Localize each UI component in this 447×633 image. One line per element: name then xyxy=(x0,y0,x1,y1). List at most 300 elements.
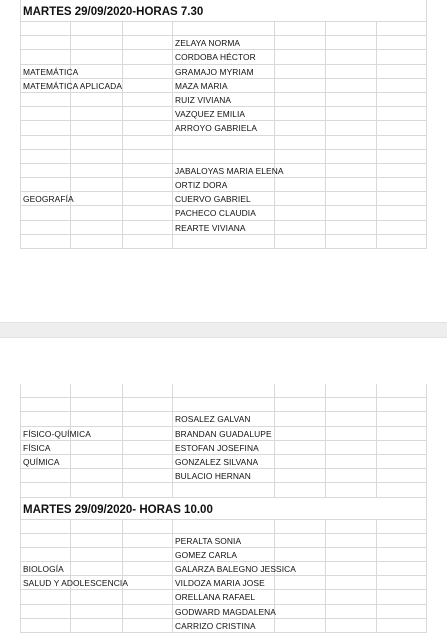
grid-line xyxy=(376,178,377,191)
grid-line xyxy=(376,136,377,149)
grid-line xyxy=(325,398,326,411)
grid-line xyxy=(325,79,326,92)
grid-line xyxy=(274,469,275,482)
grid-line xyxy=(70,221,71,234)
grid-line xyxy=(172,398,173,411)
grid-line xyxy=(274,590,275,603)
grid-line xyxy=(122,221,123,234)
grid-line xyxy=(172,121,173,134)
teacher-name-cell: ORTIZ DORA xyxy=(175,178,228,191)
grid-line xyxy=(20,178,21,191)
grid-line xyxy=(325,150,326,163)
teacher-name-cell: GRAMAJO MYRIAM xyxy=(175,65,254,78)
grid-line xyxy=(274,107,275,120)
grid-line xyxy=(325,136,326,149)
grid-line xyxy=(20,164,21,177)
grid-line xyxy=(20,619,21,632)
grid-line xyxy=(172,534,173,547)
grid-line xyxy=(376,427,377,440)
grid-line xyxy=(122,548,123,561)
grid-line xyxy=(172,605,173,618)
grid-line xyxy=(70,178,71,191)
subject-cell: SALUD Y ADOLESCENCIA xyxy=(23,576,128,589)
grid-line xyxy=(172,235,173,248)
grid-line xyxy=(70,412,71,425)
grid-line xyxy=(325,548,326,561)
grid-line xyxy=(376,79,377,92)
grid-line xyxy=(325,121,326,134)
grid-line xyxy=(426,534,427,547)
table-row xyxy=(20,192,427,206)
grid-line xyxy=(172,520,173,533)
grid-line xyxy=(70,483,71,496)
grid-line xyxy=(122,65,123,78)
grid-line xyxy=(70,548,71,561)
grid-line xyxy=(20,93,21,106)
grid-line xyxy=(426,520,427,533)
grid-line xyxy=(376,206,377,219)
grid-line xyxy=(172,22,173,35)
grid-line xyxy=(274,22,275,35)
grid-line xyxy=(325,427,326,440)
grid-line xyxy=(122,562,123,575)
grid-line xyxy=(122,150,123,163)
grid-line xyxy=(122,412,123,425)
grid-line xyxy=(376,469,377,482)
grid-line xyxy=(122,520,123,533)
grid-line xyxy=(172,192,173,205)
grid-line xyxy=(426,576,427,589)
grid-line xyxy=(122,619,123,632)
grid-line xyxy=(122,483,123,496)
teacher-name-cell: REARTE VIVIANA xyxy=(175,221,246,234)
grid-line xyxy=(20,562,21,575)
grid-line xyxy=(70,22,71,35)
grid-line xyxy=(325,50,326,63)
grid-line xyxy=(426,469,427,482)
table-row xyxy=(20,548,427,562)
grid-line xyxy=(325,164,326,177)
grid-line xyxy=(20,498,21,519)
table-row xyxy=(20,136,427,150)
grid-line xyxy=(325,206,326,219)
grid-line xyxy=(122,36,123,49)
grid-line xyxy=(376,150,377,163)
teacher-name-cell: GONZALEZ SILVANA xyxy=(175,455,258,468)
grid-line xyxy=(274,221,275,234)
grid-line xyxy=(20,36,21,49)
table-row xyxy=(20,164,427,178)
teacher-name-cell: ESTOFAN JOSEFINA xyxy=(175,441,259,454)
table-row xyxy=(20,121,427,135)
grid-line xyxy=(325,235,326,248)
grid-line xyxy=(274,79,275,92)
table-row xyxy=(20,619,427,633)
grid-line xyxy=(274,619,275,632)
grid-line xyxy=(325,384,326,397)
grid-line xyxy=(20,206,21,219)
grid-line xyxy=(70,36,71,49)
grid-line xyxy=(172,441,173,454)
grid-line xyxy=(325,178,326,191)
teacher-name-cell: GODWARD MAGDALENA xyxy=(175,605,276,618)
grid-line xyxy=(325,455,326,468)
grid-line xyxy=(122,164,123,177)
teacher-name-cell: GOMEZ CARLA xyxy=(175,548,237,561)
grid-line xyxy=(426,562,427,575)
grid-line xyxy=(172,427,173,440)
grid-line xyxy=(426,384,427,397)
grid-line xyxy=(172,469,173,482)
grid-line xyxy=(70,93,71,106)
grid-line xyxy=(325,534,326,547)
table-row xyxy=(20,427,427,441)
grid-line xyxy=(172,455,173,468)
grid-line xyxy=(426,590,427,603)
grid-line xyxy=(325,605,326,618)
grid-line xyxy=(70,150,71,163)
grid-line xyxy=(20,590,21,603)
grid-line xyxy=(376,121,377,134)
grid-line xyxy=(70,590,71,603)
grid-line xyxy=(20,548,21,561)
grid-line xyxy=(172,36,173,49)
grid-line xyxy=(20,221,21,234)
grid-line xyxy=(376,619,377,632)
grid-line xyxy=(376,36,377,49)
grid-line xyxy=(172,590,173,603)
grid-line xyxy=(70,136,71,149)
session-header-row xyxy=(20,0,427,22)
grid-line xyxy=(426,107,427,120)
grid-line xyxy=(426,441,427,454)
grid-line xyxy=(376,398,377,411)
sheet2-bottom-rows xyxy=(20,520,427,633)
grid-line xyxy=(426,483,427,496)
subject-cell: BIOLOGÍA xyxy=(23,562,64,575)
teacher-name-cell: JABALOYAS MARIA ELENA xyxy=(175,164,284,177)
grid-line xyxy=(70,107,71,120)
table-row xyxy=(20,590,427,604)
grid-line xyxy=(122,79,123,92)
grid-line xyxy=(274,455,275,468)
grid-line xyxy=(70,455,71,468)
grid-line xyxy=(376,164,377,177)
grid-line xyxy=(376,50,377,63)
teacher-name-cell: RUIZ VIVIANA xyxy=(175,93,231,106)
grid-line xyxy=(70,398,71,411)
grid-line xyxy=(70,441,71,454)
grid-line xyxy=(274,235,275,248)
grid-line xyxy=(122,121,123,134)
grid-line xyxy=(325,192,326,205)
grid-line xyxy=(426,548,427,561)
grid-line xyxy=(325,65,326,78)
grid-line xyxy=(172,206,173,219)
grid-line xyxy=(122,384,123,397)
table-row xyxy=(20,36,427,50)
subject-cell: FÍSICA xyxy=(23,441,51,454)
grid-line xyxy=(20,107,21,120)
grid-line xyxy=(325,441,326,454)
grid-line xyxy=(376,605,377,618)
teacher-name-cell: PACHECO CLAUDIA xyxy=(175,206,256,219)
grid-line xyxy=(122,50,123,63)
grid-line xyxy=(376,107,377,120)
grid-line xyxy=(172,221,173,234)
grid-line xyxy=(172,93,173,106)
teacher-name-cell: CUERVO GABRIEL xyxy=(175,192,251,205)
grid-line xyxy=(122,192,123,205)
grid-line xyxy=(426,50,427,63)
grid-line xyxy=(325,36,326,49)
grid-line xyxy=(274,150,275,163)
grid-line xyxy=(325,469,326,482)
table-row xyxy=(20,22,427,36)
teacher-name-cell: ORELLANA RAFAEL xyxy=(175,590,255,603)
grid-line xyxy=(122,427,123,440)
grid-line xyxy=(172,619,173,632)
grid-line xyxy=(325,619,326,632)
table-row xyxy=(20,235,427,249)
grid-line xyxy=(426,36,427,49)
table-row xyxy=(20,178,427,192)
grid-line xyxy=(20,50,21,63)
grid-line xyxy=(376,93,377,106)
grid-line xyxy=(172,164,173,177)
grid-line xyxy=(274,36,275,49)
grid-line xyxy=(172,384,173,397)
teacher-name-cell: ROSALEZ GALVAN xyxy=(175,412,251,425)
grid-line xyxy=(172,178,173,191)
grid-line xyxy=(122,136,123,149)
grid-line xyxy=(20,441,21,454)
subject-cell: FÍSICO-QUÍMICA xyxy=(23,427,91,440)
grid-line xyxy=(376,562,377,575)
grid-line xyxy=(325,221,326,234)
grid-line xyxy=(274,384,275,397)
teacher-name-cell: CARRIZO CRISTINA xyxy=(175,619,256,632)
table-row xyxy=(20,534,427,548)
grid-line xyxy=(274,50,275,63)
grid-line xyxy=(426,206,427,219)
teacher-name-cell: BULACIO HERNAN xyxy=(175,469,251,482)
table-row xyxy=(20,65,427,79)
grid-line xyxy=(426,619,427,632)
grid-line xyxy=(274,93,275,106)
grid-line xyxy=(376,192,377,205)
grid-line xyxy=(376,534,377,547)
session-title: MARTES 29/09/2020- HORAS 10.00 xyxy=(23,504,213,516)
grid-line xyxy=(426,192,427,205)
grid-line xyxy=(426,412,427,425)
teacher-name-cell: PERALTA SONIA xyxy=(175,534,241,547)
grid-line xyxy=(122,178,123,191)
grid-line xyxy=(274,206,275,219)
grid-line xyxy=(20,136,21,149)
grid-line xyxy=(376,65,377,78)
grid-line xyxy=(20,22,21,35)
grid-line xyxy=(122,441,123,454)
session-header-row xyxy=(20,498,427,520)
grid-line xyxy=(426,398,427,411)
grid-line xyxy=(426,0,427,21)
grid-line xyxy=(70,235,71,248)
table-row xyxy=(20,206,427,220)
grid-line xyxy=(426,178,427,191)
grid-line xyxy=(426,235,427,248)
grid-line xyxy=(122,605,123,618)
grid-line xyxy=(122,455,123,468)
grid-line xyxy=(172,576,173,589)
grid-line xyxy=(20,235,21,248)
grid-line xyxy=(172,562,173,575)
schedule-sheet-bottom xyxy=(20,384,427,633)
grid-line xyxy=(426,221,427,234)
grid-line xyxy=(172,50,173,63)
grid-line xyxy=(426,498,427,519)
grid-line xyxy=(172,65,173,78)
grid-line xyxy=(20,412,21,425)
grid-line xyxy=(426,79,427,92)
grid-line xyxy=(426,93,427,106)
grid-line xyxy=(426,427,427,440)
grid-line xyxy=(325,412,326,425)
table-row xyxy=(20,520,427,534)
grid-line xyxy=(274,548,275,561)
subject-cell: MATEMÁTICA APLICADA xyxy=(23,79,122,92)
schedule-sheet-top xyxy=(20,0,427,249)
grid-line xyxy=(70,562,71,575)
table-row xyxy=(20,150,427,164)
grid-line xyxy=(20,469,21,482)
grid-line xyxy=(274,520,275,533)
table-row xyxy=(20,483,427,497)
teacher-name-cell: CORDOBA HÉCTOR xyxy=(175,50,256,63)
teacher-name-cell: MAZA MARIA xyxy=(175,79,228,92)
teacher-name-cell: ARROYO GABRIELA xyxy=(175,121,257,134)
grid-line xyxy=(122,206,123,219)
grid-line xyxy=(426,150,427,163)
grid-line xyxy=(20,483,21,496)
grid-line xyxy=(274,576,275,589)
grid-line xyxy=(20,79,21,92)
grid-line xyxy=(70,50,71,63)
sheet2-top-rows xyxy=(20,384,427,498)
grid-line xyxy=(122,22,123,35)
grid-line xyxy=(376,412,377,425)
grid-line xyxy=(172,412,173,425)
grid-line xyxy=(274,398,275,411)
teacher-name-cell: GALARZA BALEGNO JESSICA xyxy=(175,562,296,575)
grid-line xyxy=(376,548,377,561)
grid-line xyxy=(70,384,71,397)
grid-line xyxy=(426,164,427,177)
grid-line xyxy=(20,576,21,589)
grid-line xyxy=(426,136,427,149)
grid-line xyxy=(122,93,123,106)
grid-line xyxy=(376,22,377,35)
table-row xyxy=(20,562,427,576)
grid-line xyxy=(325,520,326,533)
grid-line xyxy=(122,469,123,482)
grid-line xyxy=(20,384,21,397)
grid-line xyxy=(172,548,173,561)
table-row xyxy=(20,576,427,590)
grid-line xyxy=(70,121,71,134)
grid-line xyxy=(70,605,71,618)
table-row xyxy=(20,398,427,412)
grid-line xyxy=(376,576,377,589)
table-row xyxy=(20,605,427,619)
grid-line xyxy=(20,605,21,618)
grid-line xyxy=(70,534,71,547)
grid-line xyxy=(325,562,326,575)
grid-line xyxy=(20,427,21,440)
table-row xyxy=(20,221,427,235)
grid-line xyxy=(70,164,71,177)
grid-line xyxy=(20,520,21,533)
subject-cell: MATEMÁTICA xyxy=(23,65,78,78)
session-title: MARTES 29/09/2020-HORAS 7.30 xyxy=(23,6,203,18)
grid-line xyxy=(426,121,427,134)
grid-line xyxy=(426,65,427,78)
grid-line xyxy=(20,0,21,21)
table-row xyxy=(20,455,427,469)
grid-line xyxy=(325,483,326,496)
grid-line xyxy=(376,520,377,533)
grid-line xyxy=(20,65,21,78)
grid-line xyxy=(172,150,173,163)
teacher-name-cell: BRANDAN GUADALUPE xyxy=(175,427,272,440)
table-row xyxy=(20,469,427,483)
teacher-name-cell: VAZQUEZ EMILIA xyxy=(175,107,245,120)
grid-line xyxy=(376,455,377,468)
grid-line xyxy=(426,605,427,618)
grid-line xyxy=(20,150,21,163)
grid-line xyxy=(122,107,123,120)
grid-line xyxy=(274,136,275,149)
teacher-name-cell: ZELAYA NORMA xyxy=(175,36,240,49)
grid-line xyxy=(122,235,123,248)
grid-line xyxy=(376,235,377,248)
grid-line xyxy=(426,22,427,35)
grid-line xyxy=(20,121,21,134)
grid-line xyxy=(70,469,71,482)
grid-line xyxy=(122,534,123,547)
table-row xyxy=(20,50,427,64)
grid-line xyxy=(274,65,275,78)
grid-line xyxy=(20,534,21,547)
grid-line xyxy=(70,619,71,632)
grid-line xyxy=(325,93,326,106)
grid-line xyxy=(376,221,377,234)
grid-line xyxy=(274,441,275,454)
grid-line xyxy=(274,412,275,425)
table-row xyxy=(20,93,427,107)
grid-line xyxy=(426,455,427,468)
grid-line xyxy=(325,590,326,603)
grid-line xyxy=(376,483,377,496)
grid-line xyxy=(20,192,21,205)
grid-line xyxy=(325,22,326,35)
table-row xyxy=(20,384,427,398)
grid-line xyxy=(325,576,326,589)
table-row xyxy=(20,441,427,455)
grid-line xyxy=(325,107,326,120)
grid-line xyxy=(172,107,173,120)
subject-cell: GEOGRAFÍA xyxy=(23,192,74,205)
